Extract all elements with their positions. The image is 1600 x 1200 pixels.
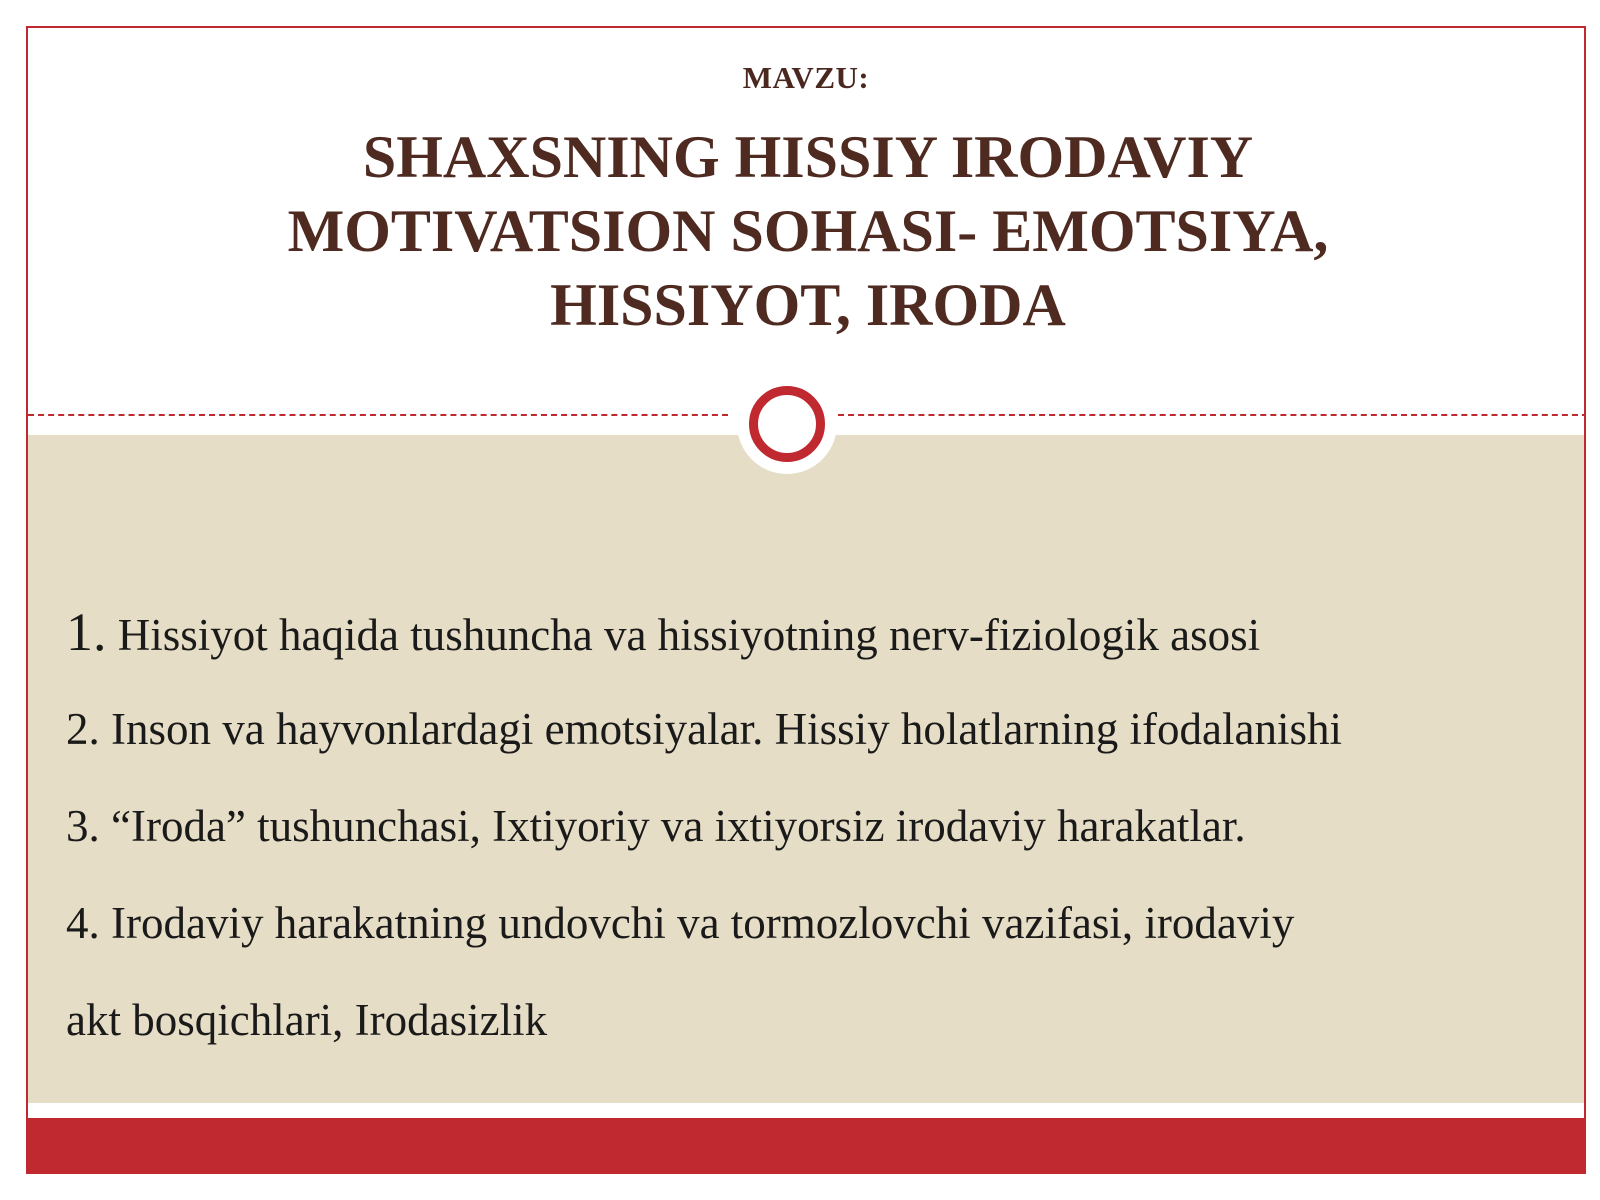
slide [26, 26, 1586, 1174]
topic-list [66, 584, 1586, 1069]
title-line: HISSIYOT, IRODA [550, 272, 1066, 338]
title-line: MOTIVATSION SOHASI- EMOTSIYA, [287, 198, 1329, 264]
list-item [66, 972, 1586, 1069]
item-number: 2. [66, 704, 100, 754]
item-number: 4. [66, 898, 100, 948]
dashed-divider-right [838, 414, 1586, 416]
item-text: “Iroda” tushunchasi, Ixtiyoriy va ixtiyorsiz irodaviy harakatlar. [99, 801, 1246, 851]
footer-bar [28, 1118, 1584, 1172]
item-text: akt bosqichlari, Irodasizlik [66, 995, 548, 1045]
item-number: 3. [66, 801, 100, 851]
item-number: 1. [66, 602, 107, 662]
item-text: Inson va hayvonlardagi emotsiyalar. Hissiy holatlarning ifodalanishi [99, 704, 1342, 754]
title-line: SHAXSNING HISSIY IRODAVIY [362, 124, 1254, 190]
topic-label: MAVZU: [742, 60, 870, 95]
item-text: Hissiyot haqida tushuncha va hissiyotning nerv-fiziologik asosi [106, 610, 1261, 660]
list-item [66, 681, 1586, 778]
item-text: Irodaviy harakatning undovchi va tormozlovchi vazifasi, irodaviy [99, 898, 1295, 948]
circle-ornament-icon [749, 386, 825, 462]
slide-title [88, 120, 1528, 342]
list-item [66, 875, 1586, 972]
dashed-divider-left [28, 414, 728, 416]
list-item [66, 778, 1586, 875]
list-item [66, 584, 1586, 681]
